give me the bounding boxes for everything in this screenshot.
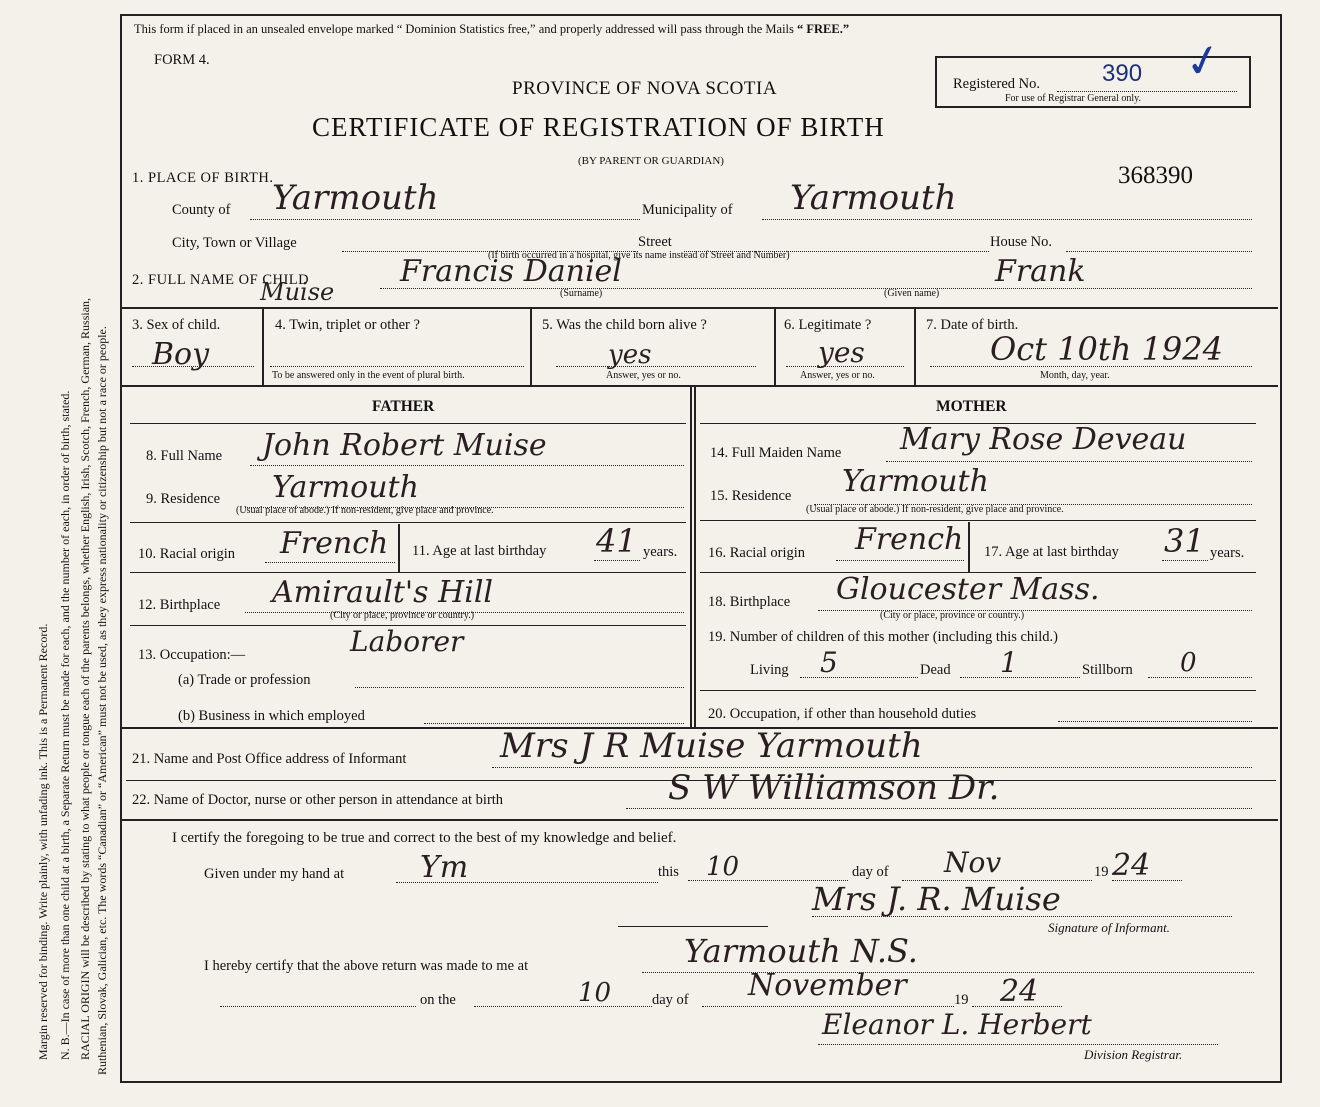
date-of-birth-value: Oct 10th 1924 [990,330,1223,368]
day-of-2-label: day of [652,992,689,1008]
given-label: Given under my hand at [204,866,345,882]
father-heading: FATHER [372,398,435,415]
alive-note: Answer, yes or no. [606,370,681,381]
legitimate-note: Answer, yes or no. [800,370,875,381]
year-value: 24 [1112,848,1151,883]
father-occupation-label: 13. Occupation:— [138,647,246,663]
mother-age-value: 31 [1164,522,1205,560]
child-given-value: Francis Daniel [400,254,622,289]
father-race-label: 10. Racial origin [138,546,236,562]
page-title: CERTIFICATE OF REGISTRATION OF BIRTH [312,112,885,142]
on-the-value: 10 [578,978,612,1008]
informant-label: 21. Name and Post Office address of Informant [132,751,407,767]
mother-birthplace-value: Gloucester Mass. [836,572,1100,607]
place-of-birth-label: 1. PLACE OF BIRTH. [132,170,274,186]
certification-statement: I certify the foregoing to be true and correct to the best of my knowledge and belief. [172,830,677,846]
street-label: Street [638,234,672,250]
doctor-label: 22. Name of Doctor, nurse or other person in attendance at birth [132,792,504,808]
this-value: 10 [706,852,740,882]
this-label: this [658,864,679,880]
father-name-label: 8. Full Name [146,448,223,464]
return-label: I hereby certify that the above return was made to me at [204,958,529,974]
registrar-signature: Eleanor L. Herbert [822,1008,1092,1041]
mother-race-label: 16. Racial origin [708,545,806,561]
year-prefix: 19 [1094,864,1109,880]
informant-signature: Mrs J. R. Muise [812,880,1061,918]
surname-caption: (Surname) [560,288,603,299]
serial-number: 368390 [1118,162,1193,189]
child-name-label: 2. FULL NAME OF CHILD [132,272,310,288]
father-birthplace-value: Amirault's Hill [272,575,494,610]
legitimate-value: yes [818,336,865,369]
on-the-label: on the [420,992,456,1008]
father-occupation-value: Laborer [350,625,464,658]
city-label: City, Town or Village [172,235,297,251]
day-of-label: day of [852,864,889,880]
mother-residence-value: Yarmouth [842,464,989,499]
father-residence-value: Yarmouth [272,470,419,505]
county-value: Yarmouth [272,178,439,218]
return-value: Yarmouth N.S. [684,932,918,970]
margin-note-4: Ruthenian, Slovak, Galician, etc. The words “Canadian” or “American” must not be used, as they express nationality or citizenship but not a race or people. [95,326,109,1075]
child-surname-value: Muise [260,278,335,306]
mother-birthplace-label: 18. Birthplace [708,594,791,610]
father-name-value: John Robert Muise [262,428,547,463]
father-birthplace-label: 12. Birthplace [138,597,221,613]
sex-label: 3. Sex of child. [132,317,221,333]
mother-name-value: Mary Rose Deveau [900,422,1187,457]
father-age-label: 11. Age at last birthday [412,543,547,559]
stillborn-value: 0 [1180,648,1197,678]
mother-birthplace-note: (City or place, province or country.) [880,610,1025,621]
twin-label: 4. Twin, triplet or other ? [275,317,420,333]
stillborn-label: Stillborn [1082,662,1133,678]
hospital-note: (If birth occurred in a hospital, give its name instead of Street and Number) [488,250,790,261]
registered-label: Registered No. [953,76,1040,92]
father-residence-note: (Usual place of abode.) If non-resident, give place and province. [236,505,494,516]
signature-caption: Signature of Informant. [1048,920,1170,935]
alive-value: yes [608,340,652,370]
margin-note-3: RACIAL ORIGIN will be described by stating to what people or tongue each of the parents belongs, whether English, Irish, Scotch, French, German, Russian, [78,297,92,1060]
father-birthplace-note: (City or place, province or country.) [330,610,475,621]
form-number: FORM 4. [154,52,210,68]
father-race-value: French [280,526,389,561]
registered-number: 390 [1102,60,1143,87]
year2-value: 24 [1000,974,1039,1009]
margin-note-1: Margin reserved for binding. Write plainly, with unfading ink. This is a Permanent Record. [36,623,50,1060]
sex-value: Boy [152,337,210,372]
given-name-caption: (Given name) [884,288,940,299]
mother-heading: MOTHER [936,398,1007,415]
mother-occupation-label: 20. Occupation, if other than household duties [708,706,977,722]
year2-prefix: 19 [954,992,969,1008]
municipality-value: Yarmouth [790,178,957,218]
day-of-2-value: November [748,968,907,1003]
father-residence-label: 9. Residence [146,491,221,507]
father-age-value: 41 [596,522,637,560]
registrar-caption: Division Registrar. [1084,1047,1183,1062]
mother-race-value: French [855,522,964,557]
given-value: Ym [420,850,469,885]
registered-box [935,33,1251,108]
mother-years: years. [1210,545,1245,561]
dead-label: Dead [920,662,951,678]
living-label: Living [750,662,789,678]
alive-label: 5. Was the child born alive ? [542,317,707,333]
check-mark-icon: ✓ [1180,33,1227,90]
registrar-note: For use of Registrar General only. [1005,93,1141,104]
mother-name-label: 14. Full Maiden Name [710,445,842,461]
twin-note: To be answered only in the event of plural birth. [272,370,465,381]
mother-age-label: 17. Age at last birthday [984,544,1119,560]
envelope-note: This form if placed in an unsealed envelope marked “ Dominion Statistics free,” and properly addressed will pass through the Mails “ FREE.” [134,22,850,36]
living-value: 5 [820,646,838,679]
page-subtitle: (BY PARENT OR GUARDIAN) [578,155,724,167]
doctor-value: S W Williamson Dr. [668,768,1000,808]
child-alt-name-value: Frank [995,254,1086,289]
father-years: years. [643,544,678,560]
father-trade-label: (a) Trade or profession [178,672,311,688]
dead-value: 1 [1000,646,1018,679]
day-of-value: Nov [944,846,1002,879]
county-label: County of [172,202,231,218]
children-count-label: 19. Number of children of this mother (including this child.) [708,629,1058,645]
date-of-birth-note: Month, day, year. [1040,370,1110,381]
legitimate-label: 6. Legitimate ? [784,317,872,333]
house-label: House No. [990,234,1053,250]
mother-residence-note: (Usual place of abode.) If non-resident, give place and province. [806,504,1064,515]
father-business-label: (b) Business in which employed [178,708,365,724]
mother-residence-label: 15. Residence [710,488,792,504]
province-heading: PROVINCE OF NOVA SCOTIA [512,78,778,99]
municipality-label: Municipality of [642,202,733,218]
margin-note-2: N. B.—In case of more than one child at a birth, a Separate Return must be made for each, and the number of each, in order of birth, stated. [58,390,72,1060]
date-of-birth-label: 7. Date of birth. [926,317,1019,333]
informant-value: Mrs J R Muise Yarmouth [500,726,923,766]
